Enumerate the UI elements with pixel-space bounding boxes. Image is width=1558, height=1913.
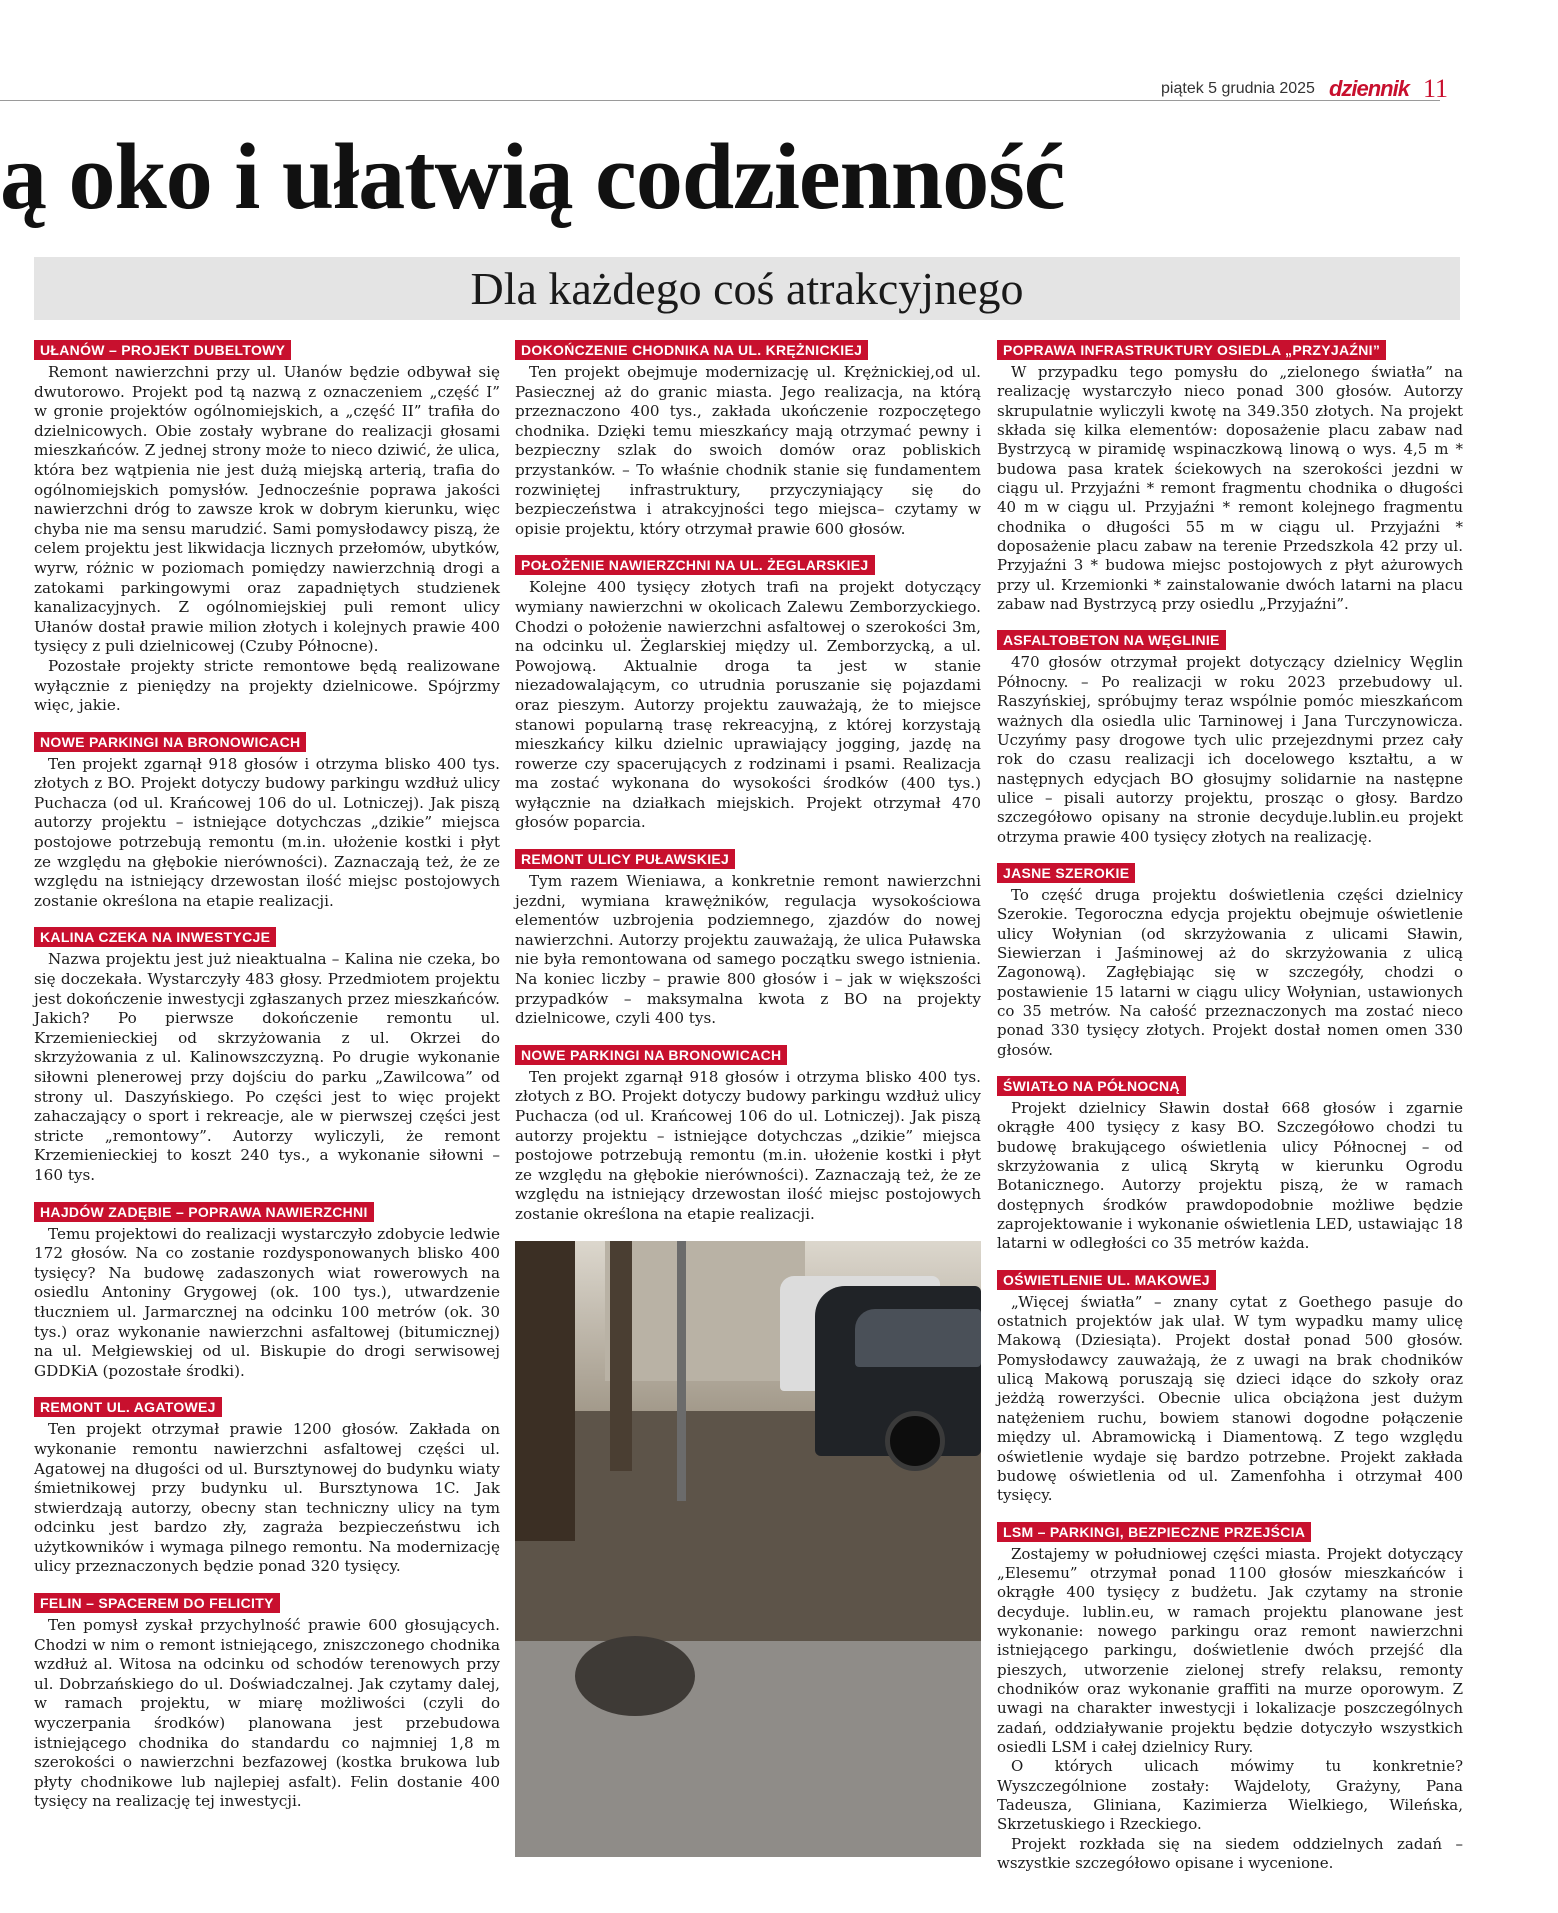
section-paragraph: Projekt dzielnicy Sławin dostał 668 głosów i zgarnie okrągłe 400 tysięcy z kasy BO. Szczegółowo chodzi tu budowę brakującego oświetlenia ulicy Północnej – od skrzyżowania z ulicą Skrytą w kierunku Ogrodu Botanicznego. Autorzy projektu piszą, że w ramach dostępnych środków prawdopodobnie możliwe będzie zaprojektowanie i wykonanie oświetlenia LED, ustawiając 18 latarni w odległości co 35 metrów każda.: [997, 1099, 1463, 1253]
section-label: KALINA CZEKA NA INWESTYCJE: [34, 927, 276, 947]
photo-tree-trunk: [515, 1241, 575, 1541]
photo-lamp-pole: [677, 1241, 686, 1501]
article-section: [997, 1270, 1463, 1506]
section-label: ŚWIATŁO NA PÓŁNOCNĄ: [997, 1076, 1186, 1096]
section-paragraph: O których ulicach mówimy tu konkretnie? Wyszczególnione zostały: Wajdeloty, Grażyny, Pana Tadeusza, Gliniana, Kazimierza Wielkiego, Wileńska, Skrzetuskiego i Rzeckiego.: [997, 1757, 1463, 1834]
section-label: HAJDÓW ZADĘBIE – POPRAWA NAWIERZCHNI: [34, 1202, 374, 1222]
section-paragraph: Ten projekt otrzymał prawie 1200 głosów. Zakłada on wykonanie remontu nawierzchni asfaltowej części ul. Agatowej na długości od ul. Bursztynowej do budynku wiaty śmietnikowej przy budynku ul. Bursztynowa 1C. Jak stwierdzają autorzy, obecny stan techniczny ulicy na tym odcinku jest bardzo zły, zagraża bezpieczeństwu ich użytkowników i wymaga pilnego remontu. Na modernizację ulicy przeznaczonych będzie ponad 320 tysięcy.: [34, 1420, 500, 1576]
street-photo: [515, 1241, 981, 1857]
article-section: [997, 1076, 1463, 1254]
article-section: [34, 340, 500, 716]
section-paragraph: Remont nawierzchni przy ul. Ułanów będzie odbywał się dwutorowo. Projekt pod tą nazwą z oznaczeniem „część I” w gronie projektów ogólnomiejskich, a „część II” trafiła do dzielnicowych. Obie zostały wybrane do realizacji głosami mieszkańców. Z jednej strony może to nieco dziwić, że ulica, która bez wątpienia nie jest dużą miejską arterią, trafia do ogólnomiejskich pomysłów. Jednocześnie poprawa jakości nawierzchni dróg to zawsze krok w dobrym kierunku, więc chyba nie ma sensu marudzić. Sami pomysłodawcy piszą, że celem projektu jest likwidacja licznych przełomów, ubytków, wyrw, różnic w poziomach pomiędzy nawierzchnią drogi a zatokami parkingowymi oraz zapadniętych studzienek kanalizacyjnych. Z ogólnomiejskiej puli remont ulicy Ułanów dostał prawie milion złotych i kolejnych prawie 400 tysięcy z puli dzielnicowej (Czuby Północne).: [34, 363, 500, 656]
issue-date: piątek 5 grudnia 2025: [1161, 80, 1315, 97]
section-label: FELIN – SPACEREM DO FELICITY: [34, 1593, 280, 1613]
section-paragraph: Ten pomysł zyskał przychylność prawie 600 głosujących. Chodzi w nim o remont istniejącego, zniszczonego chodnika wzdłuż al. Witosa na odcinku od schodów terenowych przy ul. Dobrzańskiego do ul. Doświadczalnej. Jak czytamy dalej, w ramach projektu, w miarę możliwości (czyli do wyczerpania środków) planowana jest przebudowa istniejącego chodnika do standardu co najmniej 1,8 m szerokości o nawierzchni bezfazowej (kostka brukowa lub płyty chodnikowe lub najlepiej asfalt). Felin dostanie 400 tysięcy na realizację tej inwestycji.: [34, 1616, 500, 1811]
section-label: UŁANÓW – PROJEKT DUBELTOWY: [34, 340, 291, 360]
section-label: LSM – PARKINGI, BEZPIECZNE PRZEJŚCIA: [997, 1522, 1311, 1542]
article-section: [997, 1522, 1463, 1874]
section-label: POPRAWA INFRASTRUKTURY OSIEDLA „PRZYJAŹNI”: [997, 340, 1386, 360]
section-paragraph: To część druga projektu doświetlenia części dzielnicy Szerokie. Tegoroczna edycja projektu obejmuje oświetlenie ulicy Wołynian (od skrzyżowania z ulicami Sławin, Siewierzan i Jaśminowej aż do skrzyżowania z ulicą Zagonową). Zagłębiając się w szczegóły, chodzi o postawienie 15 latarni w ciągu ulicy Wołynian, ustawionych co 35 metrów. Na całość przeznaczonych ma zostać nieco ponad 330 tysięcy złotych. Projekt dostał nomen omen 330 głosów.: [997, 885, 1463, 1059]
page-header: [1161, 74, 1448, 104]
section-paragraph: 470 głosów otrzymał projekt dotyczący dzielnicy Węglin Północny. – Po realizacji w roku 2023 przebudowy ul. Raszyńskiej, spróbujmy teraz wspólnie pomóc mieszkańcom ważnych dla osiedla ulic Tarninowej i Jana Turczynowicza. Uczyńmy pasy drogowe tych ulic przejezdnymi przez cały rok do czasu realizacji ich docelowego kształtu, a w następnych edycjach BO głosujmy solidarnie na następne ulice – pisali autorzy projektu, prosząc o głosy. Bardzo szczegółowo opisany na stronie decyduje.lublin.eu projekt otrzyma prawie 400 tysięcy złotych na realizację.: [997, 653, 1463, 846]
section-label: NOWE PARKINGI NA BRONOWICACH: [515, 1045, 787, 1065]
page-number: 11: [1422, 74, 1448, 103]
section-label: REMONT UL. AGATOWEJ: [34, 1397, 222, 1417]
article-section: [34, 1397, 500, 1577]
article-section: [34, 1593, 500, 1812]
section-paragraph: Pozostałe projekty stricte remontowe będą realizowane wyłącznie z pieniędzy na projekty dzielnicowe. Spójrzmy więc, jakie.: [34, 656, 500, 715]
photo-building: [605, 1241, 805, 1381]
section-label: POŁOŻENIE NAWIERZCHNI NA UL. ŻEGLARSKIEJ: [515, 555, 875, 575]
article-section: [34, 927, 500, 1185]
headline: ą oko i ułatwią codzienność: [0, 125, 1065, 229]
article-section: [515, 849, 981, 1029]
section-paragraph: Zostajemy w południowej części miasta. Projekt dotyczący „Elesemu” otrzymał ponad 1100 głosów mieszkańców i okrągłe 400 tysięcy z budżetu. Jak czytamy na stronie decyduje. lublin.eu, w ramach projektu planowane jest wykonanie: nowego parkingu oraz remont nawierzchni istniejącego parkingu, doświetlenie dwóch przejść dla pieszych, utworzenie zielonej strefy relaksu, remonty chodników oraz wykonanie graffiti na murze oporowym. Z uwagi na charakter inwestycji i lokalizacje poszczególnych zadań, oddziaływanie projektu będzie dotyczyło wszystkich osiedli LSM i całej dzielnicy Rury.: [997, 1544, 1463, 1756]
article-section: [515, 555, 981, 833]
photo-van-wheel: [885, 1411, 945, 1471]
section-label: DOKOŃCZENIE CHODNIKA NA UL. KRĘŻNICKIEJ: [515, 340, 868, 360]
photo-tree-trunk: [610, 1241, 632, 1471]
photo-pothole: [575, 1636, 695, 1716]
column-3: [997, 340, 1463, 1889]
section-paragraph: Temu projektowi do realizacji wystarczyło zdobycie ledwie 172 głosów. Na co zostanie rozdysponowanych blisko 400 tysięcy? Na budowę zadaszonych wiat rowerowych na osiedlu Antoniny Grygowej (ok. 100 tys.), utwardzenie tłuczniem ul. Jarmarcznej na odcinku 100 metrów (ok. 30 tys.) oraz wykonanie nawierzchni asfaltowej (bitumicznej) na ul. Mełgiewskiej od ul. Biskupie do drogi serwisowej GDDKiA (pozostałe środki).: [34, 1224, 500, 1380]
section-label: ASFALTOBETON NA WĘGLINIE: [997, 630, 1226, 650]
section-paragraph: Ten projekt zgarnął 918 głosów i otrzyma blisko 400 tys. złotych z BO. Projekt dotyczy budowy parkingu wzdłuż ulicy Puchacza (od ul. Krańcowej 106 do ul. Lotniczej). Jak piszą autorzy projektu – istniejące dotychczas „dzikie” miejsca postojowe potrzebują remontu (m.in. ułożenie kostki i płyt ze względu na głębokie nierówności). Zaznaczają też, że ze względu na istniejący drzewostan ilość miejsc postojowych zostanie określona na etapie realizacji.: [515, 1067, 981, 1223]
section-paragraph: Ten projekt zgarnął 918 głosów i otrzyma blisko 400 tys. złotych z BO. Projekt dotyczy budowy parkingu wzdłuż ulicy Puchacza (od ul. Krańcowej 106 do ul. Lotniczej). Jak piszą autorzy projektu – istniejące dotychczas „dzikie” miejsca postojowe potrzebują remontu (m.in. ułożenie kostki i płyt ze względu na głębokie nierówności). Zaznaczają też, że ze względu na istniejący drzewostan ilość miejsc postojowych zostanie określona na etapie realizacji.: [34, 754, 500, 910]
article-section: [997, 340, 1463, 614]
section-label: OŚWIETLENIE UL. MAKOWEJ: [997, 1270, 1216, 1290]
column-1: [34, 340, 500, 1828]
section-paragraph: Kolejne 400 tysięcy złotych trafi na projekt dotyczący wymiany nawierzchni w okolicach Zalewu Zemborzyckiego. Chodzi o położenie nawierzchni asfaltowej o szerokości 3m, na odcinku ul. Żeglarskiej między ul. Zemborzycką, a ul. Powojową. Aktualnie droga ta jest w stanie niezadowalającym, co utrudnia poruszanie się pojazdami oraz pieszym. Autorzy projektu zauważają, że to miejsce stanowi popularną trasę rekreacyjną, z której korzystają mieszkańcy kilku dzielnic uprawiający jogging, jazdę na rowerze czy spacerujących z rodzinami i psami. Realizacja ma zostać wykonana do wysokości środków (400 tys.) wyłącznie na działkach miejskich. Projekt otrzymał 470 głosów poparcia.: [515, 578, 981, 832]
section-paragraph: Tym razem Wieniawa, a konkretnie remont nawierzchni jezdni, wymiana krawężników, regulacja wysokościowa elementów uzbrojenia podziemnego, zjazdów do nowej nawierzchni. Autorzy projektu zauważają, że ulica Puławska nie była remontowana od samego początku swego istnienia. Na koniec liczby – prawie 800 głosów i – jak w większości przypadków – maksymalna kwota z BO na projekty dzielnicowe, czyli 400 tys.: [515, 872, 981, 1028]
article-section: [515, 340, 981, 539]
section-paragraph: W przypadku tego pomysłu do „zielonego światła” na realizację wystarczyło nieco ponad 300 głosów. Autorzy skrupulatnie wyliczyli kwotę na 349.350 złotych. Na projekt składa się kilka elementów: doposażenie placu zabaw nad Bystrzycą w piramidę wspinaczkową linową o wys. 4,5 m * budowa pasa kratek ściekowych na szerokości jezdni w ciągu ul. Przyjaźni * remont fragmentu chodnika o długości 40 m w ciągu ul. Przyjaźni * remont kolejnego fragmentu chodnika o długości 55 m w ciągu ul. Przyjaźni * doposażenie placu zabaw na terenie Przedszkola 42 przy ul. Przyjaźni 3 * budowa miejsc postojowych z płyt ażurowych przy ul. Krzemionki * zainstalowanie dwóch latarni na placu zabaw nad Bystrzycą przy osiedlu „Przyjaźni”.: [997, 363, 1463, 614]
section-paragraph: Nazwa projektu jest już nieaktualna – Kalina nie czeka, bo się doczekała. Wystarczyły 483 głosy. Przedmiotem projektu jest dokończenie inwestycji zgłaszanych przez mieszkańców. Jakich? Po pierwsze dokończenie remontu ul. Krzemienieckiej od skrzyżowania z ul. Okrzei do skrzyżowania z ul. Kalinowszczyzną. Po drugie wykonanie siłowni plenerowej przy dojściu do parku „Zawilcowa” od strony ul. Daszyńskiego. Po części jest to więc projekt zahaczający o sport i rekreacje, ale w pierwszej części jest stricte „remontowy”. Autorzy wyliczyli, że remont Krzemienieckiej to koszt 240 tys., a wykonanie siłowni – 160 tys.: [34, 950, 500, 1184]
article-section: [515, 1045, 981, 1225]
section-label: REMONT ULICY PUŁAWSKIEJ: [515, 849, 735, 869]
photo-van-window: [855, 1309, 981, 1367]
section-label: NOWE PARKINGI NA BRONOWICACH: [34, 732, 306, 752]
column-2-sections: [515, 340, 981, 1225]
article-section: [34, 732, 500, 912]
section-paragraph: Projekt rozkłada się na siedem oddzielnych zadań – wszystkie szczegółowo opisane i wycenione.: [997, 1834, 1463, 1873]
column-2: [515, 340, 981, 1857]
newspaper-logo: dziennik: [1328, 76, 1409, 101]
section-label: JASNE SZEROKIE: [997, 863, 1135, 883]
section-paragraph: Ten projekt obejmuje modernizację ul. Krężnickiej,od ul. Pasiecznej aż do granic miasta. Jego realizacja, na którą przeznaczono 400 tys., zakłada ukończenie rozpoczętego chodnika. Dzięki temu mieszkańcy mają otrzymać pewny i bezpieczny szlak do swoich domów oraz pobliskich przystanków. – To właśnie chodnik stanie się fundamentem rozwiniętej infrastruktury, przyczyniający się do bezpieczeństwa i atrakcyjności tego miejsca– czytamy w opisie projektu, który otrzymał prawie 600 głosów.: [515, 363, 981, 538]
article-section: [997, 630, 1463, 846]
section-paragraph: „Więcej światła” – znany cytat z Goethego pasuje do ostatnich projektów jak ulał. W tym wypadku mamy ulicę Makową (Dziesiąta). Projekt dostał ponad 500 głosów. Pomysłodawcy zauważają, że z uwagi na brak chodników ulicą Makową poruszają się dzieci idące do szkoły oraz jeżdżą rowerzyści. Obecnie ulica obciążona jest dużym natężeniem ruchu, bowiem stanowi dogodne połączenie między ul. Abramowicką i Diamentową. Z tego względu oświetlenie wydaje się bardzo potrzebne. Projekt zakłada budowę oświetlenia od ul. Zamenfohha i otrzymał 400 tysięcy.: [997, 1292, 1463, 1505]
article-section: [34, 1202, 500, 1382]
article-section: [997, 863, 1463, 1060]
subheading-banner: Dla każdego coś atrakcyjnego: [34, 257, 1460, 320]
